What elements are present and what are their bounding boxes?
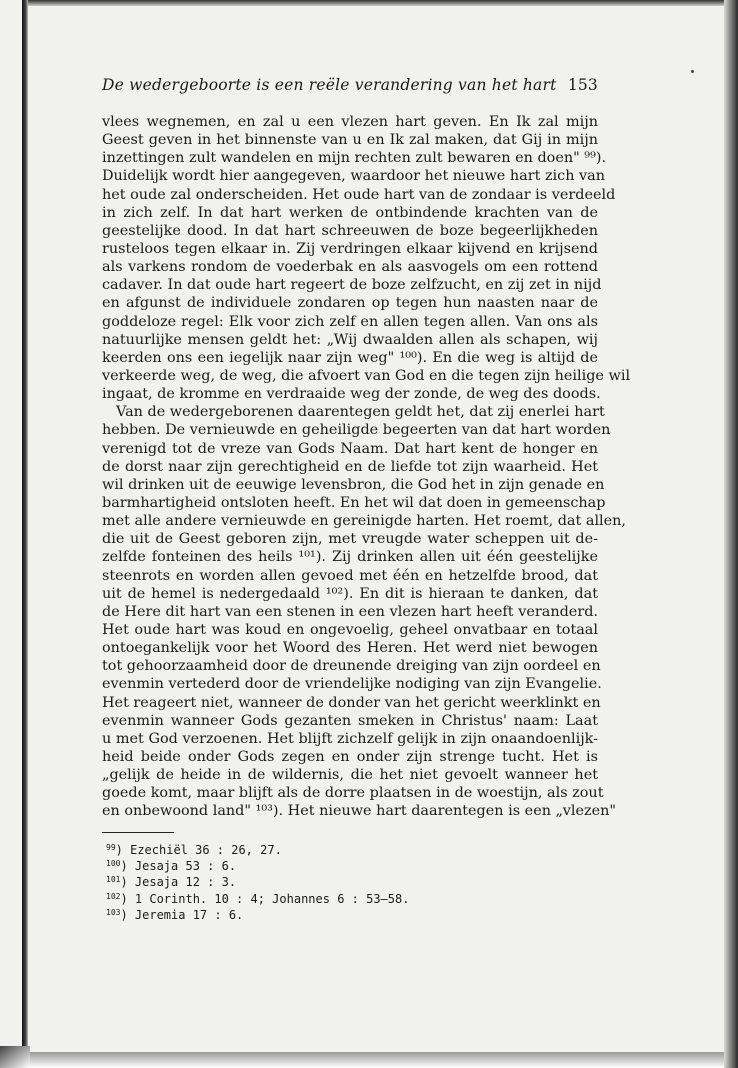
footnotes bbox=[106, 841, 506, 922]
text-line: heid beide onder Gods zegen en onder zijn strenge tucht. Het is bbox=[102, 748, 598, 765]
text-line: hebben. De vernieuwde en geheiligde begeerten van dat hart worden bbox=[102, 422, 611, 439]
footnote-number: 102 bbox=[106, 891, 121, 901]
text-line: wil drinken uit de eeuwige levensbron, die God het in zijn genade en bbox=[102, 476, 605, 493]
footnote-text: ) Ezechiël 36 : 26, 27. bbox=[115, 843, 282, 857]
page-edge-left bbox=[22, 0, 28, 1050]
footnote-text: ) Jesaja 53 : 6. bbox=[120, 859, 237, 874]
text-line: goede komt, maar blijft als de dorre plaatsen in de woestijn, als zout bbox=[102, 785, 604, 802]
text-line: Duidelijk wordt hier aangegeven, waardoor het nieuwe hart zich van bbox=[102, 168, 606, 185]
text-line: geestelijke dood. In dat hart schreeuwen de boze begeerlijkheden bbox=[102, 222, 598, 239]
body-text bbox=[102, 113, 631, 820]
text-line: verenigd tot de vreze van Gods Naam. Dat hart kent de honger en bbox=[102, 440, 598, 457]
text-line: en onbewoond land" ¹⁰³). Het nieuwe hart daarentegen is een „vlezen" bbox=[102, 803, 616, 820]
dust-speck bbox=[691, 70, 694, 73]
text-line: de Here dit hart van een stenen in een vlezen hart heeft veranderd. bbox=[102, 603, 598, 620]
text-line: u met God verzoenen. Het blijft zichzelf gelijk in zijn onaandoenlijk- bbox=[102, 730, 598, 747]
footnote bbox=[106, 841, 506, 857]
text-line: Het reageert niet, wanneer de donder van het gericht weerklinkt en bbox=[102, 694, 601, 711]
text-line: rusteloos tegen elkaar in. Zij verdringen elkaar kijvend en krijsend bbox=[102, 240, 598, 257]
text-line: cadaver. In dat oude hart regeert de boze zelfzucht, en zij zet in nijd bbox=[102, 277, 602, 294]
footnote-number: 101 bbox=[106, 875, 121, 885]
text-line: evenmin vertederd door de vriendelijke nodiging van zijn Evangelie. bbox=[102, 676, 602, 693]
footnote bbox=[106, 890, 506, 906]
text-line: Geest geven in het binnenste van u en Ik zal maken, dat Gij in mijn bbox=[102, 132, 598, 149]
text-line: Van de wedergeborenen daarentegen geldt het, dat zij enerlei hart bbox=[116, 404, 605, 421]
text-line: het oude zal onderscheiden. Het oude hart van de zondaar is verdeeld bbox=[102, 186, 616, 203]
footnote-text: ) Jeremia 17 : 6. bbox=[120, 907, 244, 922]
text-line: tot gehoorzaamheid door de dreunende dreiging van zijn oordeel en bbox=[102, 658, 601, 675]
page-edge-bottom bbox=[22, 1052, 724, 1068]
text-line: en afgunst de individuele zondaren op tegen hun naasten naar de bbox=[102, 295, 598, 312]
page-corner-shadow bbox=[0, 1046, 30, 1068]
footnote bbox=[106, 857, 506, 873]
footnote-text: ) 1 Corinth. 10 : 4; Johannes 6 : 53—58. bbox=[120, 891, 410, 906]
text-line: „gelijk de heide in de wildernis, die het niet gevoelt wanneer het bbox=[102, 767, 598, 784]
text-line: Het oude hart was koud en ongevoelig, geheel onvatbaar en totaal bbox=[102, 621, 598, 638]
page-edge-right bbox=[724, 0, 738, 1068]
footnote-text: ) Jesaja 12 : 3. bbox=[120, 875, 237, 890]
page-number: 153 bbox=[567, 76, 598, 94]
running-title: De wedergeboorte is een reële verandering van het hart bbox=[102, 76, 557, 94]
footnote bbox=[106, 873, 506, 889]
text-line: evenmin wanneer Gods gezanten smeken in Christus' naam: Laat bbox=[102, 712, 598, 729]
footnote bbox=[106, 906, 506, 922]
text-line: die uit de Geest geboren zijn, met vreugde water scheppen uit de- bbox=[102, 531, 598, 548]
text-line: inzettingen zult wandelen en mijn rechten zult bewaren en doen" ⁹⁹). bbox=[102, 150, 607, 167]
text-line: zelfde fonteinen des heils ¹⁰¹). Zij drinken allen uit één geestelijke bbox=[102, 549, 598, 566]
text-line: uit de hemel is nedergedaald ¹⁰²). En dit is hieraan te danken, dat bbox=[102, 585, 598, 602]
footnote-rule bbox=[102, 832, 174, 833]
text-line: verkeerde weg, de weg, die afvoert van God en die tegen zijn heilige wil bbox=[102, 367, 631, 384]
running-header bbox=[102, 76, 598, 94]
text-line: barmhartigheid ontsloten heeft. En het wil dat doen in gemeenschap bbox=[102, 494, 606, 511]
text-line: de dorst naar zijn gerechtigheid en de liefde tot zijn waarheid. Het bbox=[102, 458, 598, 475]
text-line: ontoegankelijk voor het Woord des Heren. Het werd niet bewogen bbox=[102, 640, 598, 657]
text-line: ingaat, de kromme en verdraaide weg der zonde, de weg des doods. bbox=[102, 386, 601, 403]
text-line: in zich zelf. In dat hart werken de ontbindende krachten van de bbox=[102, 204, 598, 221]
text-line: keerden ons een iegelijk naar zijn weg" ¹⁰⁰). En die weg is altijd de bbox=[102, 349, 598, 366]
text-line: natuurlijke mensen geldt het: „Wij dwaalden allen als schapen, wij bbox=[102, 331, 598, 348]
text-line: met alle andere vernieuwde en gereinigde harten. Het roemt, dat allen, bbox=[102, 513, 627, 530]
footnote-number: 103 bbox=[106, 907, 121, 917]
footnote-number: 100 bbox=[106, 859, 121, 869]
text-line: als varkens rondom de voederbak en als aasvogels om een rottend bbox=[102, 259, 598, 276]
text-line: vlees wegnemen, en zal u een vlezen hart geven. En Ik zal mijn bbox=[102, 114, 598, 130]
footnote-number: 99 bbox=[106, 843, 116, 852]
text-line: goddeloze regel: Elk voor zich zelf en allen tegen allen. Van ons als bbox=[102, 313, 598, 330]
text-line: steenrots en worden allen gevoed met één en hetzelfde brood, dat bbox=[102, 567, 598, 584]
page-edge-top bbox=[22, 0, 738, 6]
